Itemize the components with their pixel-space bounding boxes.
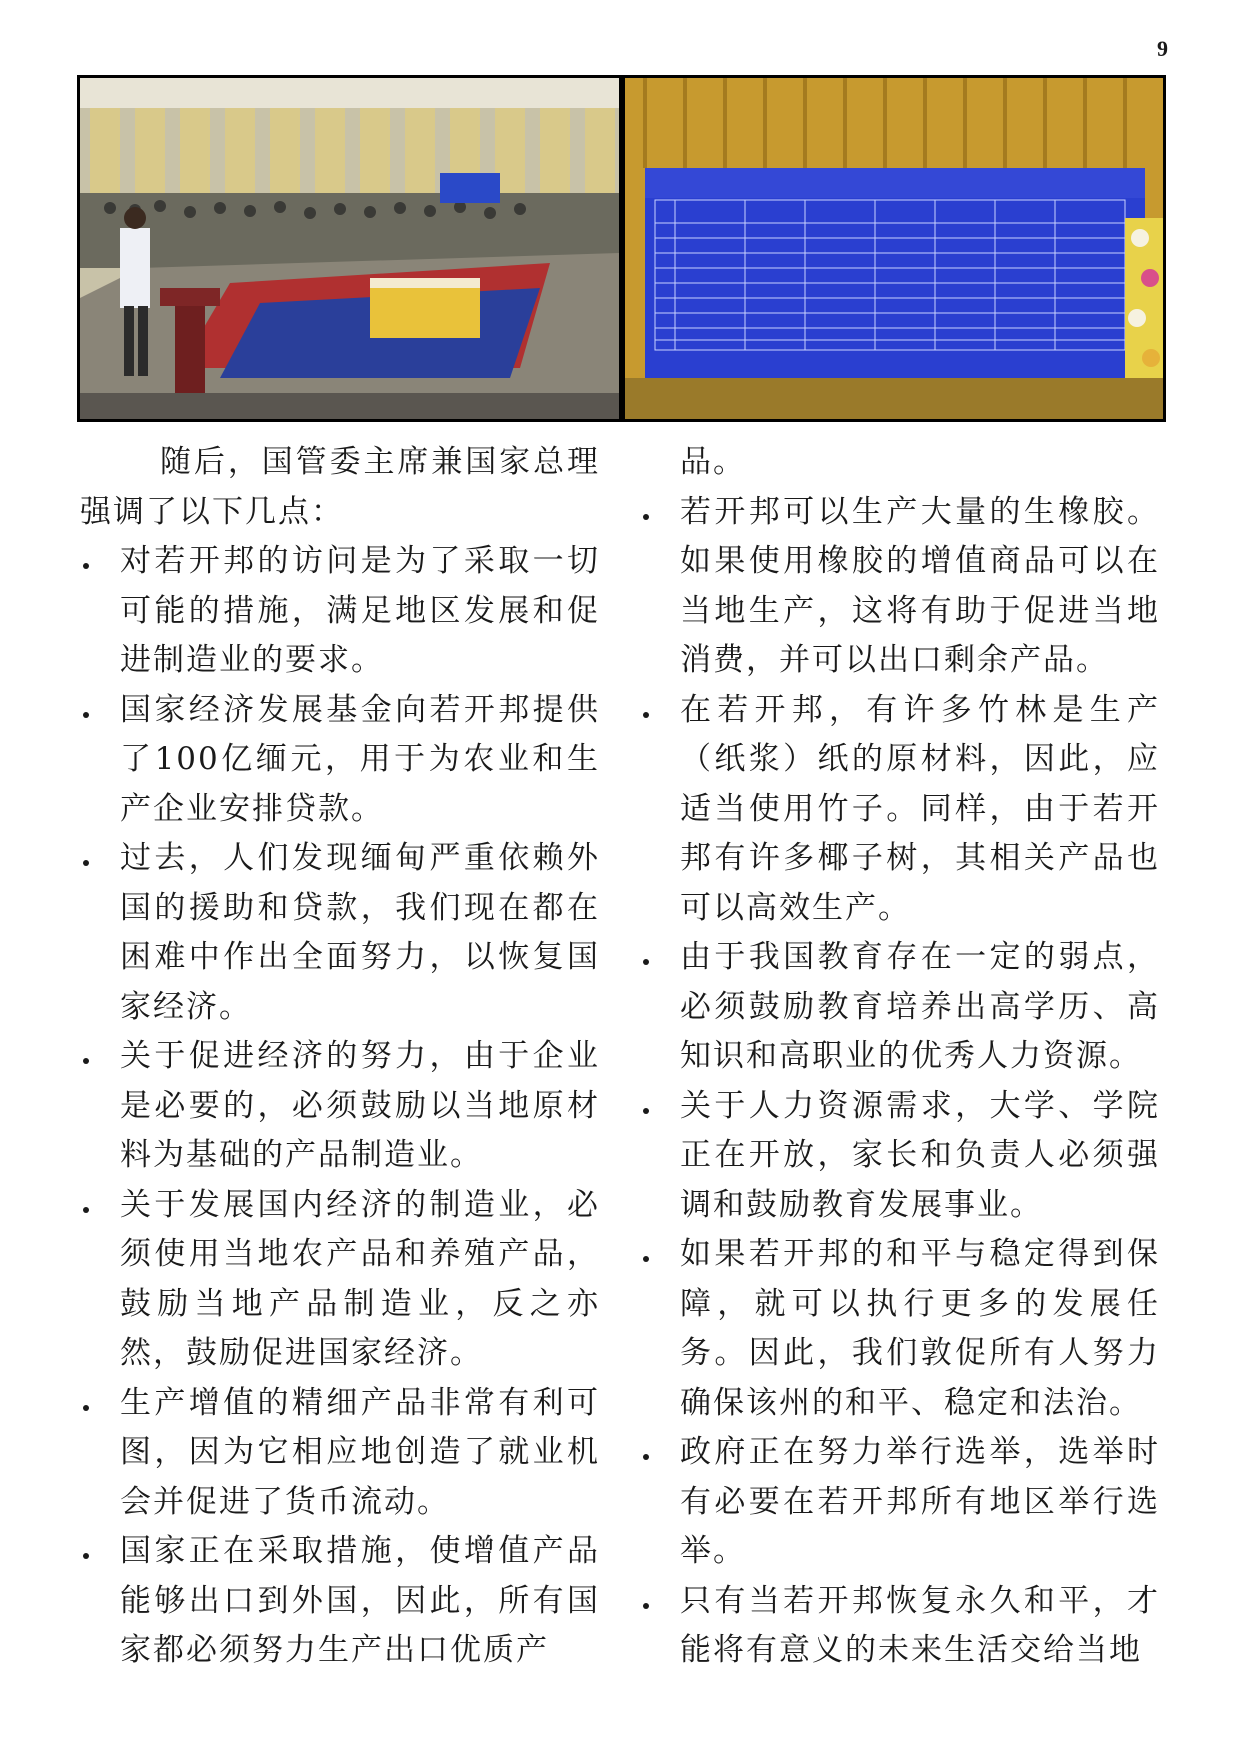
list-item: 国家经济发展基金向若开邦提供了100亿缅元，用于为农业和生产企业安排贷款。 [80,686,600,835]
bullet-icon [643,1256,649,1262]
list-item: 只有当若开邦恢复永久和平，才能将有意义的未来生活交给当地 [640,1577,1160,1676]
bullet-icon [643,1454,649,1460]
list-item: 在若开邦，有许多竹林是生产（纸浆）纸的原材料，因此，应适当使用竹子。同样，由于若开邦有许多椰子树，其相关产品也可以高效生产。 [640,686,1160,934]
bullet-icon [643,1603,649,1609]
presentation-screen-photo [625,78,1163,419]
list-item: 对若开邦的访问是为了采取一切可能的措施，满足地区发展和促进制造业的要求。 [80,537,600,686]
intro-paragraph: 随后，国管委主席兼国家总理强调了以下几点： [80,444,600,530]
list-item: 过去，人们发现缅甸严重依赖外国的援助和贷款，我们现在都在困难中作出全面努力，以恢复国家经济。 [80,834,600,1032]
bullet-icon [83,1405,89,1411]
bullet-icon [83,1207,89,1213]
left-text-column [80,438,600,1676]
continuation-text: 品。 [680,444,746,480]
list-item: 关于发展国内经济的制造业，必须使用当地农产品和养殖产品，鼓励当地产品制造业，反之亦然，鼓励促进国家经济。 [80,1181,600,1379]
list-item: 如果若开邦的和平与稳定得到保障，就可以执行更多的发展任务。因此，我们敦促所有人努力确保该州的和平、稳定和法治。 [640,1230,1160,1428]
page-number: 9 [1157,36,1168,61]
bullet-icon [643,1108,649,1114]
list-item: 生产增值的精细产品非常有利可图，因为它相应地创造了就业机会并促进了货币流动。 [80,1379,600,1528]
left-bullet-list [80,537,600,1676]
bullet-icon [83,1058,89,1064]
bullet-icon [643,514,649,520]
bullet-icon [83,860,89,866]
bullet-icon [83,712,89,718]
list-item: 国家正在采取措施，使增值产品能够出口到外国，因此，所有国家都必须努力生产出口优质产 [80,1527,600,1676]
bullet-icon [83,563,89,569]
meeting-hall-photo [80,78,619,419]
right-text-column [640,438,1160,1676]
list-item: 关于促进经济的努力，由于企业是必要的，必须鼓励以当地原材料为基础的产品制造业。 [80,1032,600,1181]
list-item: 关于人力资源需求，大学、学院正在开放，家长和负责人必须强调和鼓励教育发展事业。 [640,1082,1160,1231]
list-item: 若开邦可以生产大量的生橡胶。如果使用橡胶的增值商品可以在当地生产，这将有助于促进当地消费，并可以出口剩余产品。 [640,488,1160,686]
list-item: 由于我国教育存在一定的弱点，必须鼓励教育培养出高学历、高知识和高职业的优秀人力资源。 [640,933,1160,1082]
bullet-icon [643,959,649,965]
photo-strip [77,75,1166,422]
bullet-icon [83,1553,89,1559]
bullet-icon [643,712,649,718]
list-item: 政府正在努力举行选举，选举时有必要在若开邦所有地区举行选举。 [640,1428,1160,1577]
right-bullet-list [640,488,1160,1676]
